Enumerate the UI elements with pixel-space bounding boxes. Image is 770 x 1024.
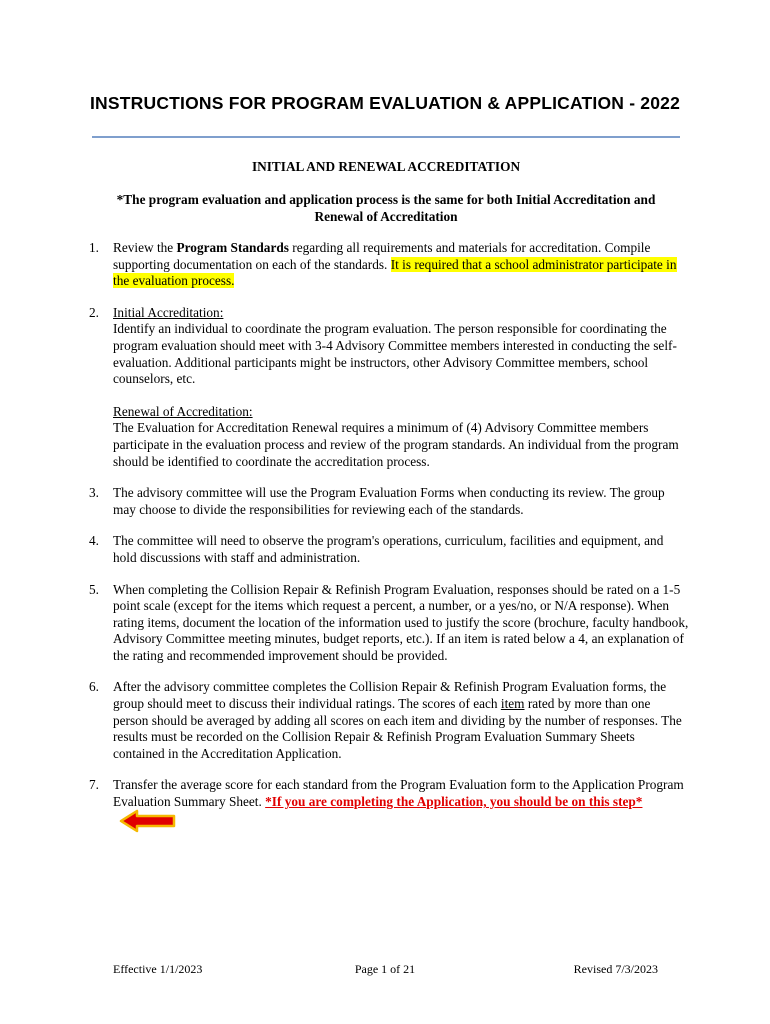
current-step-notice: *If you are completing the Application, you should be on this step* (265, 794, 643, 810)
list-item (89, 240, 689, 290)
section-subtitle: INITIAL AND RENEWAL ACCREDITATION (251, 159, 521, 174)
process-note: *The program evaluation and application process is the same for both Initial Accreditation and Renewal of Accreditation (116, 192, 656, 224)
item-text: After the advisory committee completes the Collision Repair & Refinish Program Evaluation forms, the group should meet to discuss their individual ratings. The scores of each item rated by more than one person should be averaged by adding all scores on each item and dividing by the number of responses. The results must be recorded on the Collision Repair & Refinish Program Evaluation Summary Sheets contained in the Accreditation Application. (113, 679, 682, 761)
item-text: The committee will need to observe the program's operations, curriculum, facilities and equipment, and hold discussions with staff and administration. (113, 533, 664, 565)
page-title: INSTRUCTIONS FOR PROGRAM EVALUATION & APPLICATION - 2022 (89, 93, 681, 113)
item-number: 4. (89, 533, 99, 549)
item-text: Review the Program Standards regarding all requirements and materials for accreditation. Compile supporting documentation on each of the standards. It is required that a school administrator participate in the evaluation process. (113, 240, 677, 289)
item-text: When completing the Collision Repair & Refinish Program Evaluation, responses should be rated on a 1-5 point scale (except for the items which request a percent, a number, or a yes/no, or N/A response). When rating items, document the location of the information used to justify the score (brochure, faculty handbook, Advisory Committee meeting minutes, budget reports, etc.). If an item is rated below a 4, an explanation of the rating and recommended improvement should be provided. (113, 581, 689, 663)
item-text: Transfer the average score for each standard from the Program Evaluation form to the Application Program Evaluation Summary Sheet. *If you are completing the Application, you should be on this step* (113, 777, 689, 839)
footer-page-number: Page 1 of 21 (354, 962, 416, 976)
initial-accreditation-heading: Initial Accreditation: (113, 304, 224, 320)
item-number: 7. (89, 777, 99, 793)
item-number: 5. (89, 581, 99, 597)
list-item (89, 533, 689, 566)
title-divider (92, 136, 680, 138)
list-item (89, 679, 689, 762)
program-standards-term: Program Standards (176, 240, 289, 255)
instruction-list (89, 240, 689, 854)
footer-revised-date: Revised 7/3/2023 (573, 962, 658, 976)
renewal-accreditation-heading: Renewal of Accreditation: (113, 403, 253, 419)
list-item (89, 582, 689, 665)
footer-effective-date: Effective 1/1/2023 (113, 962, 203, 976)
item-number: 1. (89, 240, 99, 255)
item-number: 2. (89, 304, 99, 320)
item-underlined-word: item (500, 696, 525, 712)
highlighted-requirement: It is required that a school administrator participate in the evaluation process. (113, 256, 677, 289)
item-number: 3. (89, 485, 99, 501)
item-text: The advisory committee will use the Program Evaluation Forms when conducting its review. The group may choose to divide the responsibilities for reviewing each of the standards. (113, 485, 665, 517)
list-item (89, 777, 689, 839)
list-item (89, 305, 689, 470)
list-item (89, 485, 689, 518)
item-number: 6. (89, 679, 99, 695)
left-arrow-icon (119, 809, 177, 838)
item-text: The Evaluation for Accreditation Renewal requires a minimum of (4) Advisory Committee members participate in the evaluation process and review of the program standards. An individual from the program should be identified to coordinate the accreditation process. (113, 420, 679, 469)
item-text: Identify an individual to coordinate the program evaluation. The person responsible for coordinating the program evaluation should meet with 3-4 Advisory Committee members interested in conducting the self-evaluation. Additional participants might be instructors, other Advisory Committee members, school counselors, etc. (113, 321, 677, 387)
